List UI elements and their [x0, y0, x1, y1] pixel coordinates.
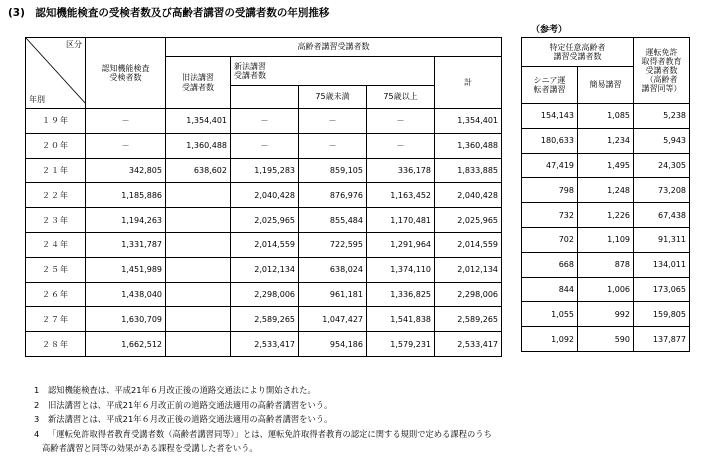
table-row — [26, 158, 502, 183]
reference-row — [522, 128, 690, 153]
col-header-license-holder: 運転免許 取得者教育 受講者数 （高齢者 講習同等） — [634, 38, 690, 104]
page-title: (3) 認知機能検査の受検者数及び高齢者講習の受講者数の年別推移 — [8, 7, 330, 19]
cell-year: ２４年 — [26, 232, 86, 257]
cell-old: 1,354,401 — [166, 109, 231, 134]
cell-total: 2,298,006 — [435, 282, 502, 307]
cell-u75: 1,047,427 — [299, 307, 367, 332]
cell-senior: 702 — [522, 227, 578, 252]
cell-old — [166, 232, 231, 257]
cell-cognitive: 1,438,040 — [86, 282, 166, 307]
cell-license: 173,065 — [634, 277, 690, 302]
cell-total: 2,533,417 — [435, 332, 502, 357]
cell-u75: － — [299, 109, 367, 134]
col-header-simple: 簡易講習 — [578, 67, 634, 104]
footnote-text: 旧法講習とは、平成21年６月改正前の道路交通法適用の高齢者講習をいう。 — [48, 399, 333, 410]
cell-o75: 1,336,825 — [367, 282, 435, 307]
cell-license: 67,438 — [634, 203, 690, 228]
cell-senior: 798 — [522, 178, 578, 203]
cell-o75: 336,178 — [367, 158, 435, 183]
cell-old — [166, 307, 231, 332]
cell-license: 137,877 — [634, 327, 690, 352]
cell-new: 2,012,134 — [231, 257, 299, 282]
cell-cognitive: 1,662,512 — [86, 332, 166, 357]
footnote-item — [34, 398, 492, 413]
table-row — [26, 133, 502, 158]
reference-row — [522, 227, 690, 252]
cell-senior: 180,633 — [522, 128, 578, 153]
footnote-item — [34, 427, 492, 442]
cell-u75: 954,186 — [299, 332, 367, 357]
cell-u75: 859,105 — [299, 158, 367, 183]
cell-simple: 1,085 — [578, 104, 634, 129]
cell-o75: － — [367, 133, 435, 158]
cell-license: 134,011 — [634, 252, 690, 277]
cell-u75: － — [299, 133, 367, 158]
cell-license: 5,238 — [634, 104, 690, 129]
cell-senior: 844 — [522, 277, 578, 302]
cell-new: 2,298,006 — [231, 282, 299, 307]
footnote-text: 新法講習とは、平成21年６月改正後の道路交通法適用の高齢者講習をいう。 — [48, 414, 333, 425]
cell-old — [166, 183, 231, 208]
cell-new: 2,025,965 — [231, 208, 299, 233]
cell-u75: 638,024 — [299, 257, 367, 282]
cell-total: 1,360,488 — [435, 133, 502, 158]
footnote-number: 1 — [34, 385, 40, 395]
reference-row — [522, 252, 690, 277]
col-header-total: 計 — [435, 57, 502, 109]
table-row — [26, 307, 502, 332]
cell-new: － — [231, 133, 299, 158]
cell-year: ２１年 — [26, 158, 86, 183]
reference-label: （参考） — [531, 25, 568, 35]
cell-senior: 668 — [522, 252, 578, 277]
cell-year: ２５年 — [26, 257, 86, 282]
cell-new: － — [231, 109, 299, 134]
cell-simple: 1,109 — [578, 227, 634, 252]
cell-simple: 1,248 — [578, 178, 634, 203]
main-table — [25, 37, 502, 357]
cell-o75: － — [367, 109, 435, 134]
cell-cognitive: － — [86, 109, 166, 134]
reference-row — [522, 104, 690, 129]
footnote-continuation: 高齢者講習と同等の効果がある課程を受講した者をいう。 — [42, 443, 258, 454]
cell-o75: 1,291,964 — [367, 232, 435, 257]
cell-cognitive: 342,805 — [86, 158, 166, 183]
cell-senior: 1,055 — [522, 302, 578, 327]
cell-total: 2,012,134 — [435, 257, 502, 282]
col-header-cognitive: 認知機能検査 受検者数 — [86, 38, 166, 109]
footnote-text: 「運転免許取得者教育受講者数（高齢者講習同等）」とは、運転免許取得者教育の認定に関する規則で定める課程のうち — [48, 428, 492, 439]
footnotes — [34, 383, 492, 456]
cell-cognitive: － — [86, 133, 166, 158]
cell-total: 1,354,401 — [435, 109, 502, 134]
cell-simple: 878 — [578, 252, 634, 277]
reference-table — [521, 37, 690, 352]
cell-cognitive: 1,451,989 — [86, 257, 166, 282]
cell-license: 73,208 — [634, 178, 690, 203]
cell-year: ２８年 — [26, 332, 86, 357]
footnote-number: 2 — [34, 399, 40, 410]
corner-header — [26, 38, 86, 109]
reference-row — [522, 277, 690, 302]
cell-old — [166, 257, 231, 282]
cell-cognitive: 1,185,886 — [86, 183, 166, 208]
cell-old: 1,360,488 — [166, 133, 231, 158]
table-row — [26, 257, 502, 282]
cell-senior: 154,143 — [522, 104, 578, 129]
cell-total: 1,833,885 — [435, 158, 502, 183]
reference-row — [522, 178, 690, 203]
cell-u75: 722,595 — [299, 232, 367, 257]
col-header-new-law: 新法講習 受講者数 — [231, 57, 435, 86]
cell-cognitive: 1,331,787 — [86, 232, 166, 257]
cell-year: １９年 — [26, 109, 86, 134]
cell-simple: 1,495 — [578, 153, 634, 178]
table-row — [26, 109, 502, 134]
cell-senior: 732 — [522, 203, 578, 228]
cell-u75: 961,181 — [299, 282, 367, 307]
cell-o75: 1,170,481 — [367, 208, 435, 233]
cell-old — [166, 208, 231, 233]
footnote-item — [34, 412, 492, 427]
cell-cognitive: 1,630,709 — [86, 307, 166, 332]
cell-senior: 1,092 — [522, 327, 578, 352]
cell-total: 2,589,265 — [435, 307, 502, 332]
table-row — [26, 183, 502, 208]
cell-old: 638,602 — [166, 158, 231, 183]
cell-o75: 1,579,231 — [367, 332, 435, 357]
cell-cognitive: 1,194,263 — [86, 208, 166, 233]
cell-simple: 590 — [578, 327, 634, 352]
cell-o75: 1,374,110 — [367, 257, 435, 282]
cell-new: 2,040,428 — [231, 183, 299, 208]
cell-simple: 1,226 — [578, 203, 634, 228]
cell-o75: 1,163,452 — [367, 183, 435, 208]
cell-new: 1,195,283 — [231, 158, 299, 183]
footnote-number: 4 — [34, 428, 40, 439]
cell-year: ２０年 — [26, 133, 86, 158]
cell-simple: 1,006 — [578, 277, 634, 302]
cell-year: ２６年 — [26, 282, 86, 307]
col-header-old-law: 旧法講習 受講者数 — [166, 57, 231, 109]
cell-new: 2,533,417 — [231, 332, 299, 357]
reference-row — [522, 203, 690, 228]
table-row — [26, 232, 502, 257]
cell-year: ２７年 — [26, 307, 86, 332]
table-row — [26, 332, 502, 357]
reference-row — [522, 302, 690, 327]
footnote-text: 認知機能検査は、平成21年６月改正後の道路交通法により開始された。 — [48, 385, 316, 395]
col-header-senior-driver: シニア運 転者講習 — [522, 67, 578, 104]
col-header-under75: 75歳未満 — [299, 86, 367, 109]
cell-new: 2,589,265 — [231, 307, 299, 332]
footnote-item — [34, 383, 492, 398]
col-header-over75: 75歳以上 — [367, 86, 435, 109]
cell-total: 2,025,965 — [435, 208, 502, 233]
cell-total: 2,040,428 — [435, 183, 502, 208]
col-header-lecture-group: 高齢者講習受講者数 — [166, 38, 502, 57]
cell-o75: 1,541,838 — [367, 307, 435, 332]
reference-row — [522, 153, 690, 178]
footnote-number: 3 — [34, 414, 40, 425]
table-row — [26, 208, 502, 233]
cell-senior: 47,419 — [522, 153, 578, 178]
cell-year: ２３年 — [26, 208, 86, 233]
cell-total: 2,014,559 — [435, 232, 502, 257]
cell-license: 91,311 — [634, 227, 690, 252]
corner-bottom-label: 年別 — [29, 94, 45, 104]
col-header-new-empty — [231, 86, 299, 109]
cell-u75: 855,484 — [299, 208, 367, 233]
cell-new: 2,014,559 — [231, 232, 299, 257]
cell-old — [166, 282, 231, 307]
reference-row — [522, 327, 690, 352]
cell-u75: 876,976 — [299, 183, 367, 208]
corner-top-label: 区分 — [66, 40, 82, 49]
cell-simple: 1,234 — [578, 128, 634, 153]
cell-year: ２２年 — [26, 183, 86, 208]
table-row — [26, 282, 502, 307]
cell-license: 159,805 — [634, 302, 690, 327]
cell-license: 5,943 — [634, 128, 690, 153]
cell-license: 24,305 — [634, 153, 690, 178]
cell-simple: 992 — [578, 302, 634, 327]
cell-old — [166, 332, 231, 357]
col-header-ref-group: 特定任意高齢者 講習受講者数 — [522, 38, 634, 67]
